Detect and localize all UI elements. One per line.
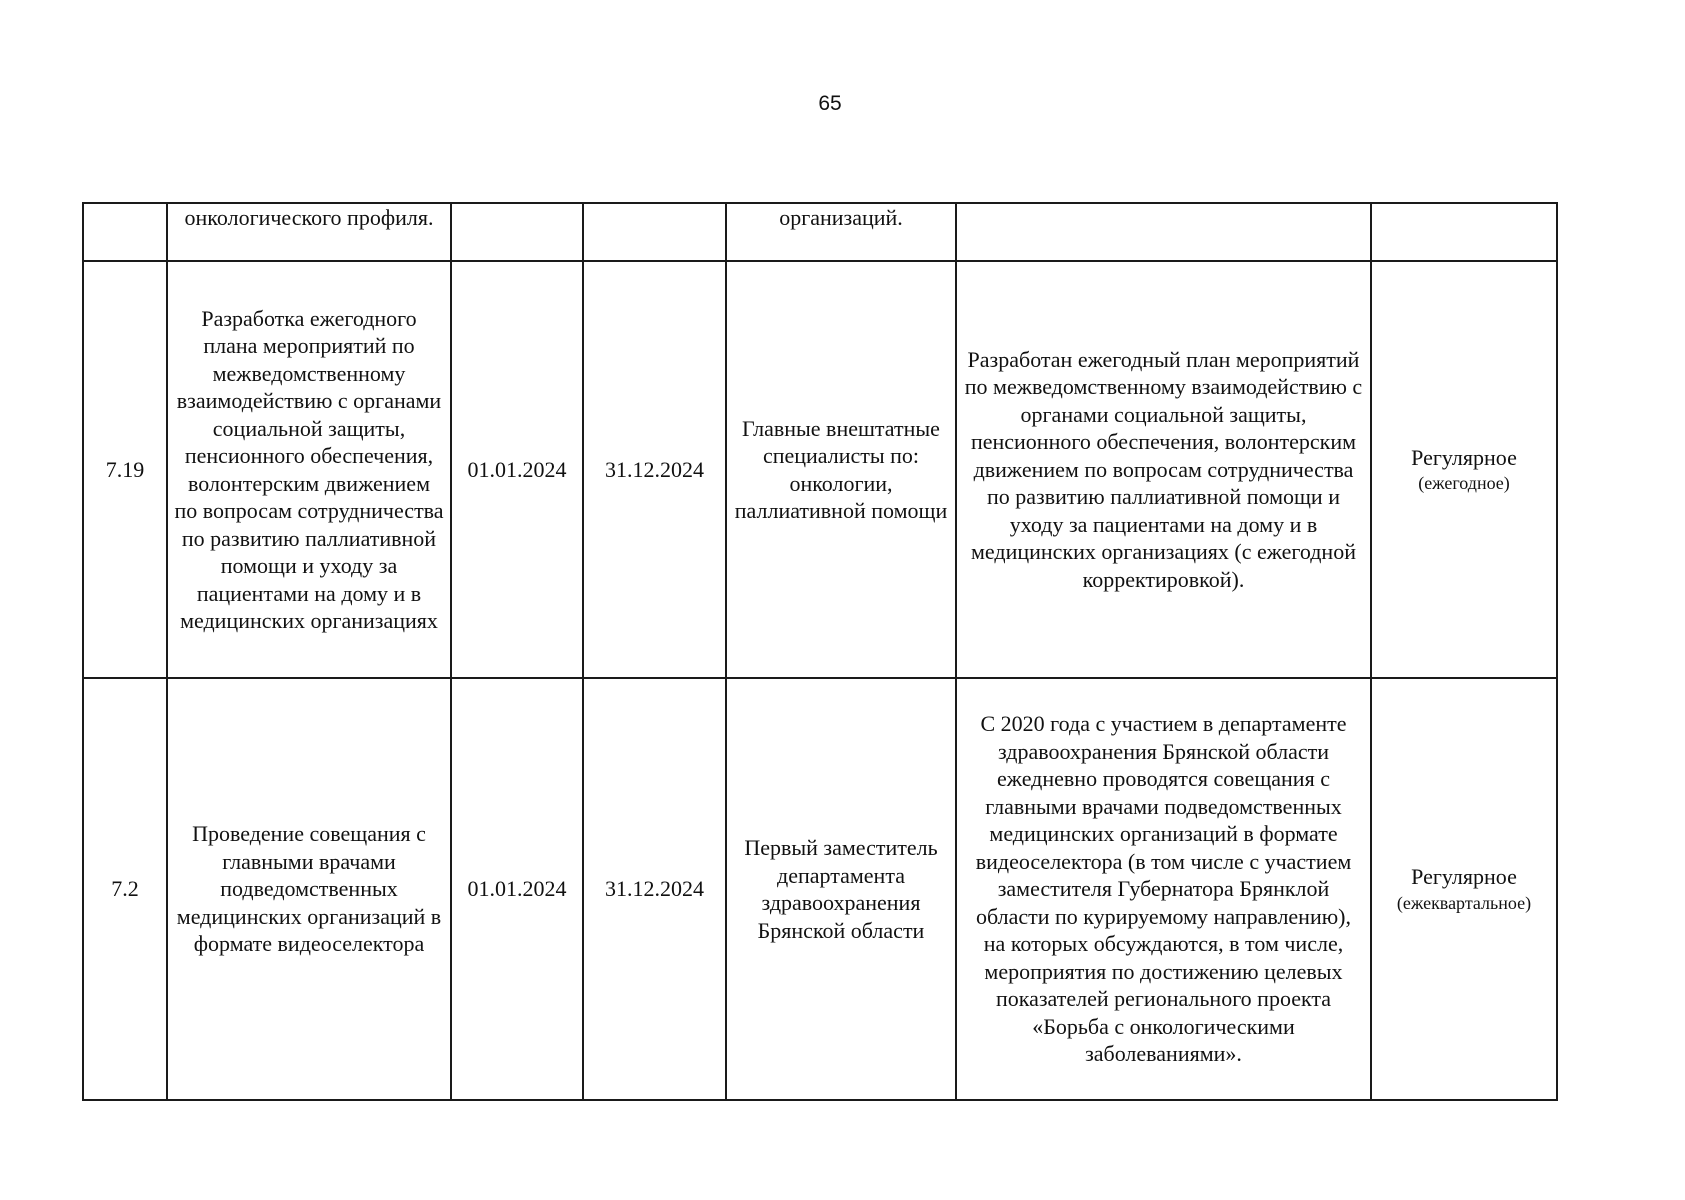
page-number: 65: [818, 92, 842, 115]
table-row: [83, 678, 1557, 1100]
cell-start-date: [451, 203, 583, 261]
cell-end-date: [583, 203, 726, 261]
cell-number: 7.2: [83, 678, 167, 1100]
table-row: [83, 261, 1557, 678]
cell-responsible: организаций.: [726, 203, 956, 261]
cell-result: С 2020 года с участием в департаменте здравоохранения Брянской области ежедневно проводятся совещания с главными врачами подведомственных медицинских организаций в формате видеоселектора (в том числе с участием заместителя Губернатора Брянклой области по курируемому направлению), на которых обсуждаются, в том числе, мероприятия по достижению целевых показателей регионального проекта «Борьба с онкологическими заболеваниями».: [956, 678, 1371, 1100]
cell-result: [956, 203, 1371, 261]
type-period: (ежеквартальное): [1396, 892, 1532, 913]
cell-measure-name: Разработка ежегодного плана мероприятий по межведомственному взаимодействию с органами социальной защиты, пенсионного обеспечения, волонтерским движением по вопросам сотрудничества по развитию паллиативной помощи и уходу за пациентами на дому и в медицинских организациях: [167, 261, 451, 678]
type-period: (ежегодное): [1418, 473, 1510, 494]
measures-table: [82, 202, 1558, 1101]
cell-measure-name: онкологического профиля.: [167, 203, 451, 261]
type-label: Регулярное: [1411, 864, 1517, 890]
cell-type: [1371, 678, 1557, 1100]
cell-number: [83, 203, 167, 261]
cell-end-date: 31.12.2024: [583, 261, 726, 678]
cell-type: [1371, 261, 1557, 678]
cell-result: Разработан ежегодный план мероприятий по межведомственному взаимодействию с органами социальной защиты, пенсионного обеспечения, волонтерским движением по вопросам сотрудничества по развитию паллиативной помощи и уходу за пациентами на дому и в медицинских организациях (с ежегодной корректировкой).: [956, 261, 1371, 678]
cell-type: [1371, 203, 1557, 261]
cell-responsible: Главные внештатные специалисты по: онкологии, паллиативной помощи: [726, 261, 956, 678]
cell-measure-name: Проведение совещания с главными врачами подведомственных медицинских организаций в формате видеоселектора: [167, 678, 451, 1100]
cell-responsible: Первый заместитель департамента здравоохранения Брянской области: [726, 678, 956, 1100]
cell-start-date: 01.01.2024: [451, 261, 583, 678]
cell-start-date: 01.01.2024: [451, 678, 583, 1100]
type-label: Регулярное: [1411, 444, 1517, 470]
cell-number: 7.19: [83, 261, 167, 678]
cell-end-date: 31.12.2024: [583, 678, 726, 1100]
table-row-continuation: [83, 203, 1557, 261]
